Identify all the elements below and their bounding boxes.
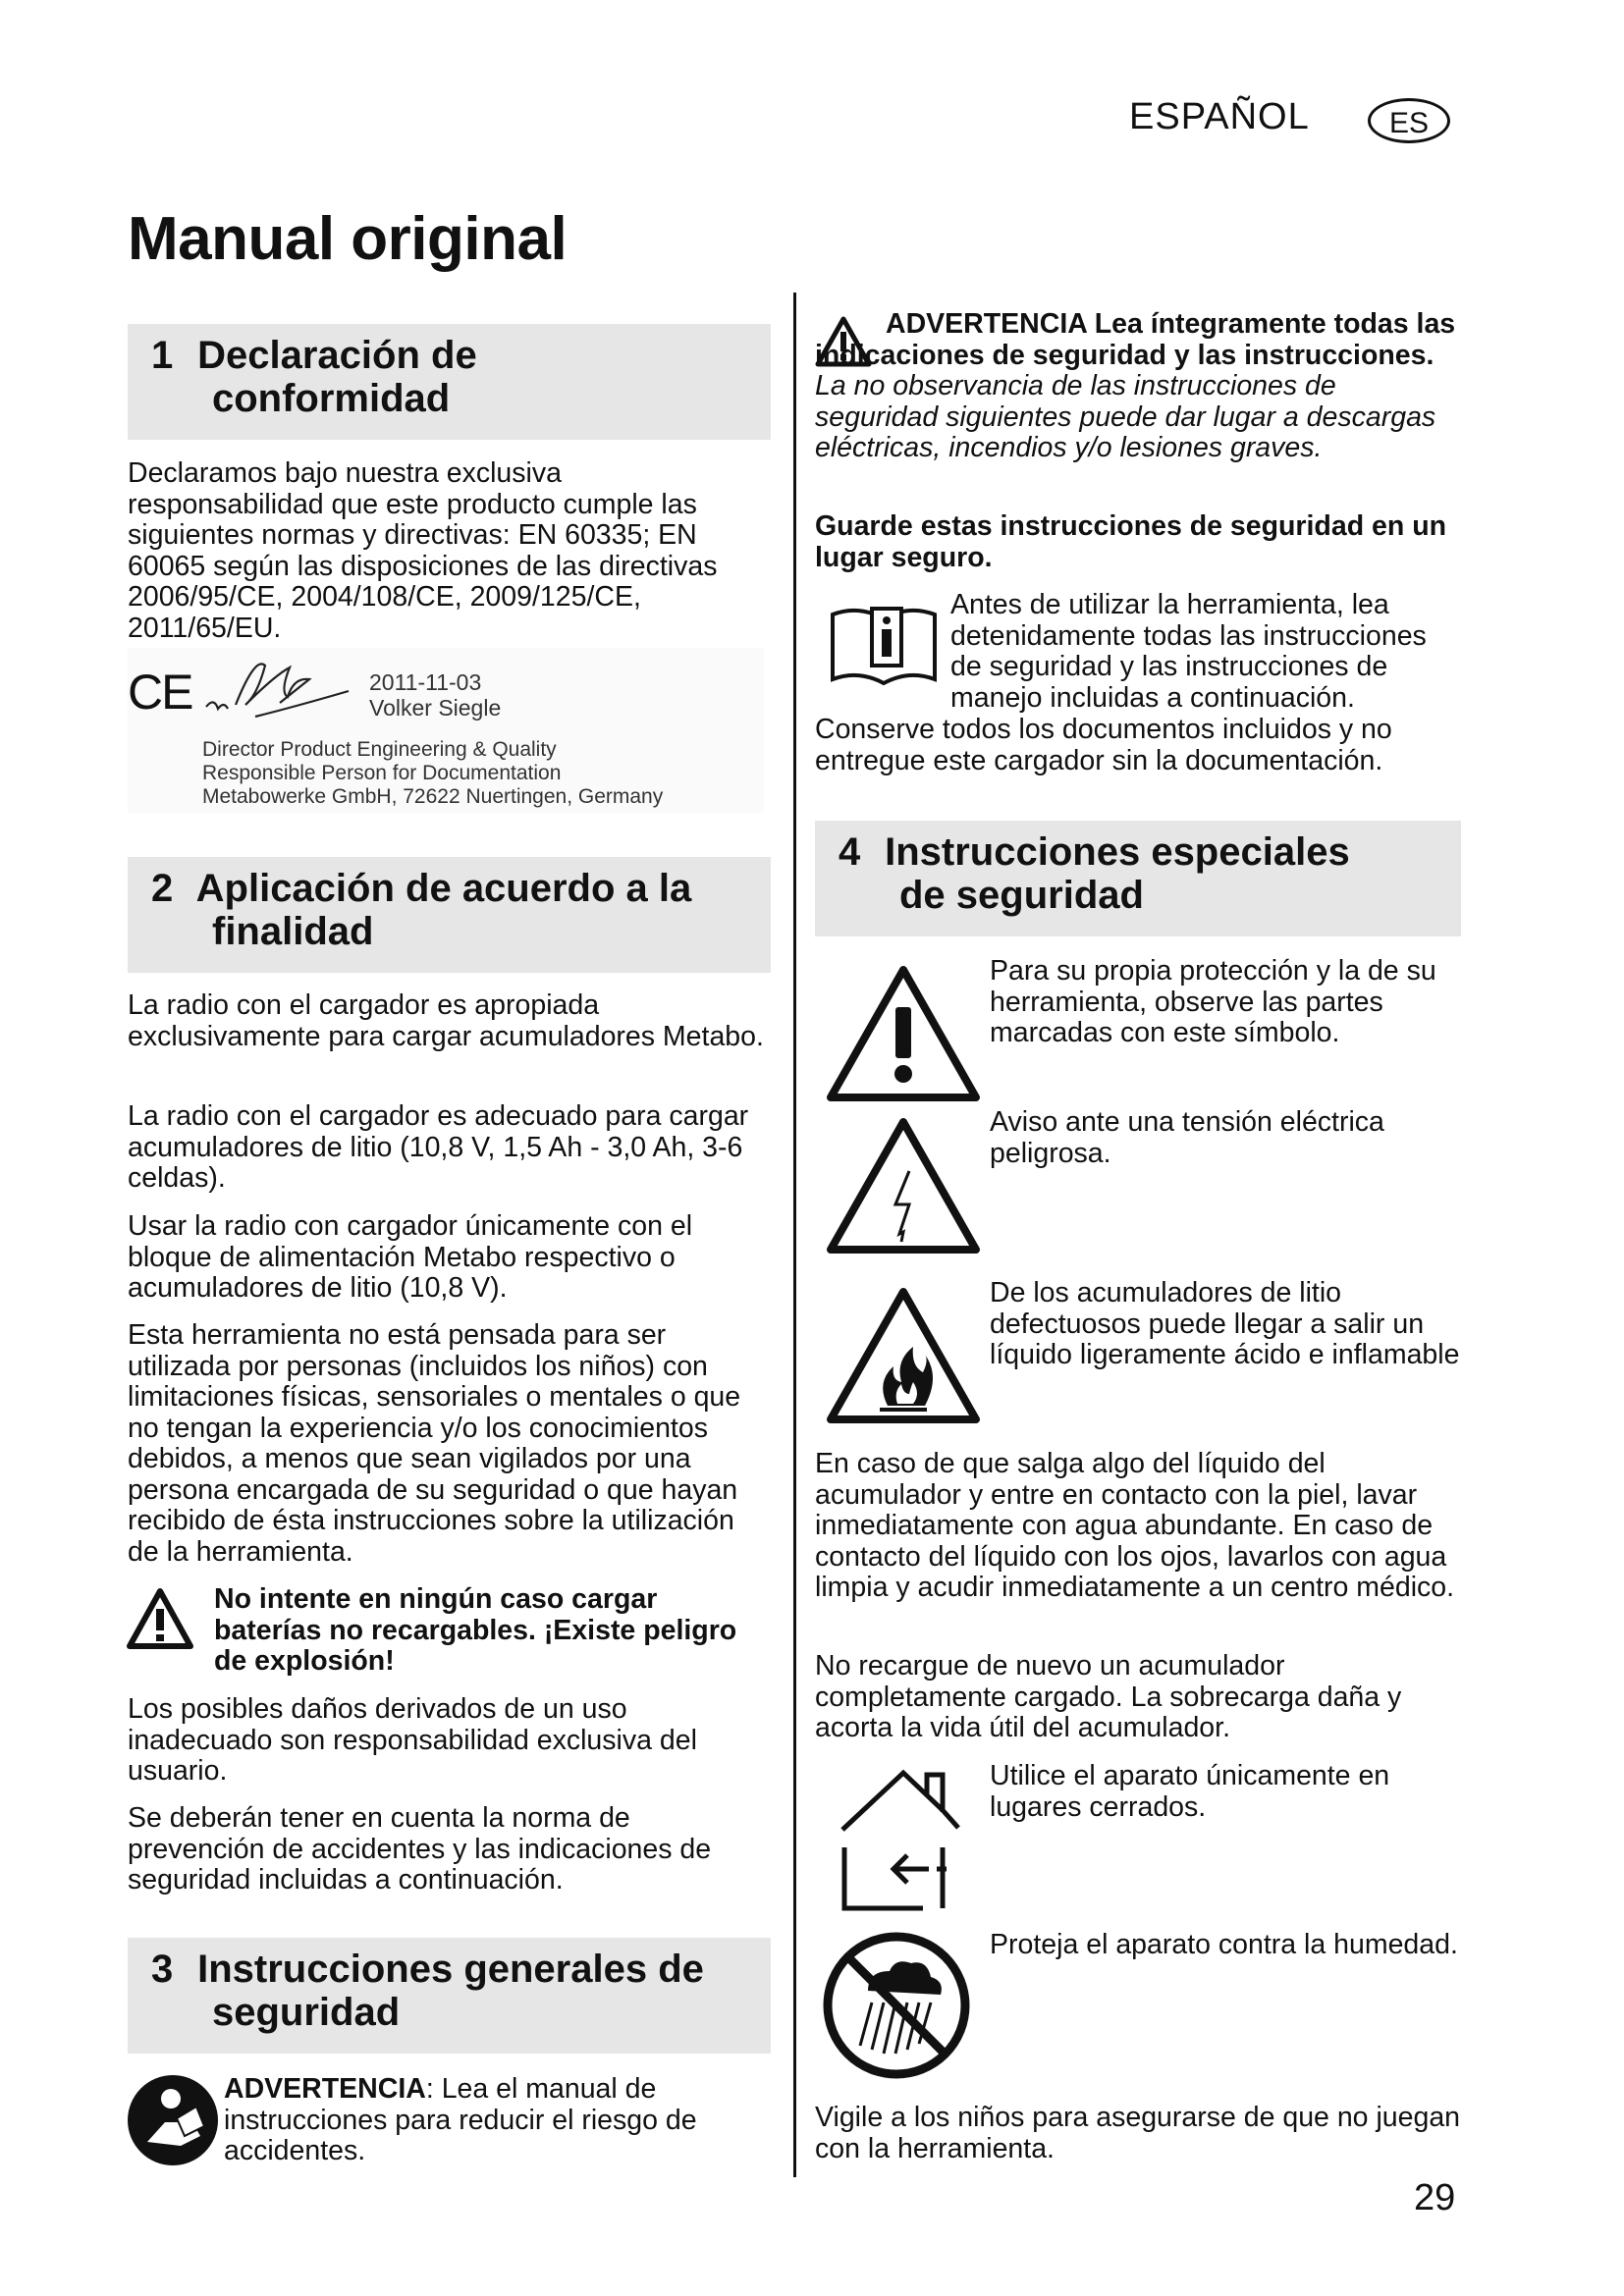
warning-triangle-icon xyxy=(126,1587,194,1650)
symbol-moisture-text: Proteja el aparato contra la humedad. xyxy=(990,1929,1458,1960)
symbol-flammable-text: De los acumuladores de litio defectuosos puede llegar a salir un líquido ligeramente ácido e inflamable xyxy=(990,1277,1460,1370)
section-1-body: Declaramos bajo nuestra exclusiva responsabilidad que este producto cumple las siguientes normas y directivas: EN 60335; EN 60065 según las disposiciones de las directivas 2006/95/CE, 2004/108/CE, 2009/125/CE, 2011/65/EU. xyxy=(128,457,718,644)
flammable-icon xyxy=(825,1286,982,1425)
indoor-use-icon xyxy=(833,1765,968,1912)
section-3-info: Antes de utilizar la herramienta, lea detenidamente todas las instrucciones de seguridad y las instrucciones de manejo incluidas a continuación. xyxy=(950,589,1427,714)
caution-icon xyxy=(825,964,982,1103)
signer-name: Volker Siegle xyxy=(369,695,502,721)
section-2-p6: Se deberán tener en cuenta la norma de prevención de accidentes y las indicaciones de seguridad incluidas a continuación. xyxy=(128,1802,712,1896)
section-4-p1: En caso de que salga algo del líquido del acumulador y entre en contacto con la piel, lavar inmediatamente con agua abundante. En caso de contacto del líquido con los ojos, lavarlos con agua limpia y acudir inmediatamente a un centro médico. xyxy=(815,1448,1455,1603)
column-divider xyxy=(793,293,796,2177)
signature-date: 2011-11-03 xyxy=(369,669,482,695)
page-number: 29 xyxy=(1414,2177,1456,2218)
signer-role-1: Director Product Engineering & Quality xyxy=(202,738,557,761)
electric-hazard-icon xyxy=(825,1116,982,1255)
section-2-heading: 2 Aplicación de acuerdo a la finalidad xyxy=(128,857,771,973)
section-2-p1: La radio con el cargador es apropiada exclusivamente para cargar acumuladores Metabo. xyxy=(128,989,764,1052)
read-manual-icon xyxy=(126,2073,220,2167)
section-3-warning: ADVERTENCIA: Lea el manual de instrucciones para reducir el riesgo de accidentes. xyxy=(224,2073,697,2166)
section-2-warning: No intente en ningún caso cargar baterías no recargables. ¡Existe peligro de explosión! xyxy=(214,1583,737,1677)
symbol-electric-text: Aviso ante una tensión eléctrica peligrosa. xyxy=(990,1106,1384,1169)
symbol-caution-text: Para su propia protección y la de su herramienta, observe las partes marcadas con este símbolo. xyxy=(990,955,1436,1048)
section-3-heading: 3 Instrucciones generales de seguridad xyxy=(128,1938,771,2054)
section-4-p2: No recargue de nuevo un acumulador completamente cargado. La sobrecarga daña y acorta la vida útil del acumulador. xyxy=(815,1650,1402,1743)
section-3-keep-safe: Guarde estas instrucciones de seguridad en un lugar seguro. xyxy=(815,510,1447,573)
language-label: ESPAÑOL xyxy=(1129,96,1310,137)
manual-info-icon xyxy=(827,601,943,691)
no-moisture-icon xyxy=(821,1930,972,2081)
section-2-p3: Usar la radio con cargador únicamente con el bloque de alimentación Metabo respectivo o acumuladores de litio (10,8 V). xyxy=(128,1210,693,1304)
section-1-heading: 1 Declaración de conformidad xyxy=(128,324,771,440)
signature-block xyxy=(128,648,764,813)
section-2-p4: Esta herramienta no está pensada para ser utilizada por personas (incluidos los niños) con limitaciones físicas, sensoriales o mentales o que no tengan la experiencia y/o los conocimientos debidos, a menos que sean vigilados por una persona encargada de su seguridad o que hayan recibido de ésta instrucciones sobre la utilización de la herramienta. xyxy=(128,1319,741,1568)
page-title: Manual original xyxy=(128,205,568,273)
section-2-p2: La radio con el cargador es adecuado para cargar acumuladores de litio (10,8 V, 1,5 Ah - 3,0 Ah, 3-6 celdas). xyxy=(128,1100,749,1194)
ce-mark: CE xyxy=(128,665,192,720)
section-3-advertencia: ADVERTENCIA Lea íntegramente todas las indicaciones de seguridad y las instrucciones. La no observancia de las instrucciones de seguridad siguientes puede dar lugar a descargas eléctricas, incendios y/o lesiones graves. xyxy=(815,308,1456,463)
signer-role-2: Responsible Person for Documentation xyxy=(202,762,562,784)
symbol-indoor-text: Utilice el aparato únicamente en lugares cerrados. xyxy=(990,1760,1390,1823)
section-4-heading: 4 Instrucciones especiales de seguridad xyxy=(815,821,1461,936)
signer-company: Metabowerke GmbH, 72622 Nuertingen, Germany xyxy=(202,785,664,808)
section-3-info-2: Conserve todos los documentos incluidos y no entregue este cargador sin la documentación. xyxy=(815,714,1392,776)
section-2-p5: Los posibles daños derivados de un uso inadecuado son responsabilidad exclusiva del usuario. xyxy=(128,1693,697,1787)
section-4-p3: Vigile a los niños para asegurarse de que no juegan con la herramienta. xyxy=(815,2102,1461,2164)
language-badge: ES xyxy=(1368,98,1450,143)
